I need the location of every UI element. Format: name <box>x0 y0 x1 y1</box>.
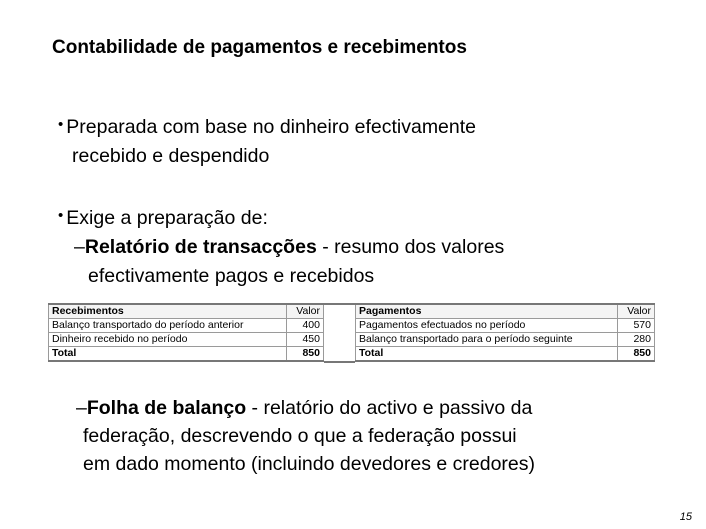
payments-total-value: 850 <box>618 347 655 362</box>
payments-header-value: Valor <box>618 304 655 319</box>
bullet1-line2: recebido e despendido <box>72 145 270 167</box>
table-row <box>356 319 655 333</box>
bullet-dot-icon: • <box>58 207 64 224</box>
table-total-row <box>356 347 655 362</box>
payments-table <box>355 303 655 362</box>
payments-total-label: Total <box>356 347 618 362</box>
table-row <box>49 333 324 347</box>
bullet-dot-icon: • <box>58 116 64 133</box>
payments-row-label: Balanço transportado para o período seguinte <box>356 333 618 347</box>
sub1-rest: - resumo dos valores <box>316 236 505 258</box>
table-header-row <box>49 304 324 319</box>
receipts-row-label: Dinheiro recebido no período <box>49 333 287 347</box>
table-header-row <box>356 304 655 319</box>
table-gap <box>324 303 355 363</box>
payments-row-label: Pagamentos efectuados no período <box>356 319 618 333</box>
sub1-line2: efectivamente pagos e recebidos <box>88 265 375 287</box>
sub2-term: Folha de balanço <box>86 397 247 419</box>
receipts-row-value: 450 <box>287 333 324 347</box>
slide-title: Contabilidade de pagamentos e recebimentos <box>52 37 467 58</box>
receipts-header-label: Recebimentos <box>49 304 287 319</box>
receipts-row-value: 400 <box>287 319 324 333</box>
receipts-header-value: Valor <box>287 304 324 319</box>
page-number: 15 <box>679 511 692 523</box>
bullet-requires <box>58 204 268 234</box>
table-total-row <box>49 347 324 362</box>
bullet-cash-basis <box>58 113 476 143</box>
bullet2-text: Exige a preparação de: <box>66 207 268 229</box>
sub-balance-sheet <box>76 394 532 422</box>
table-row <box>49 319 324 333</box>
bullet1-line1: Preparada com base no dinheiro efectivamente <box>66 116 477 138</box>
sub2-line2: federação, descrevendo o que a federação possui <box>83 425 517 447</box>
sub-transactions-report <box>74 233 504 262</box>
sub1-term: Relatório de transacções <box>84 236 317 258</box>
receipts-row-label: Balanço transportado do período anterior <box>49 319 287 333</box>
receipts-table <box>48 303 324 362</box>
sub2-dash: – <box>76 397 87 419</box>
table-row <box>356 333 655 347</box>
payments-row-value: 280 <box>618 333 655 347</box>
receipts-total-value: 850 <box>287 347 324 362</box>
sub2-line3: em dado momento (incluindo devedores e credores) <box>83 453 535 475</box>
payments-row-value: 570 <box>618 319 655 333</box>
sub1-dash: – <box>74 236 85 258</box>
sub2-rest: - relatório do activo e passivo da <box>246 397 533 419</box>
payments-header-label: Pagamentos <box>356 304 618 319</box>
receipts-total-label: Total <box>49 347 287 362</box>
